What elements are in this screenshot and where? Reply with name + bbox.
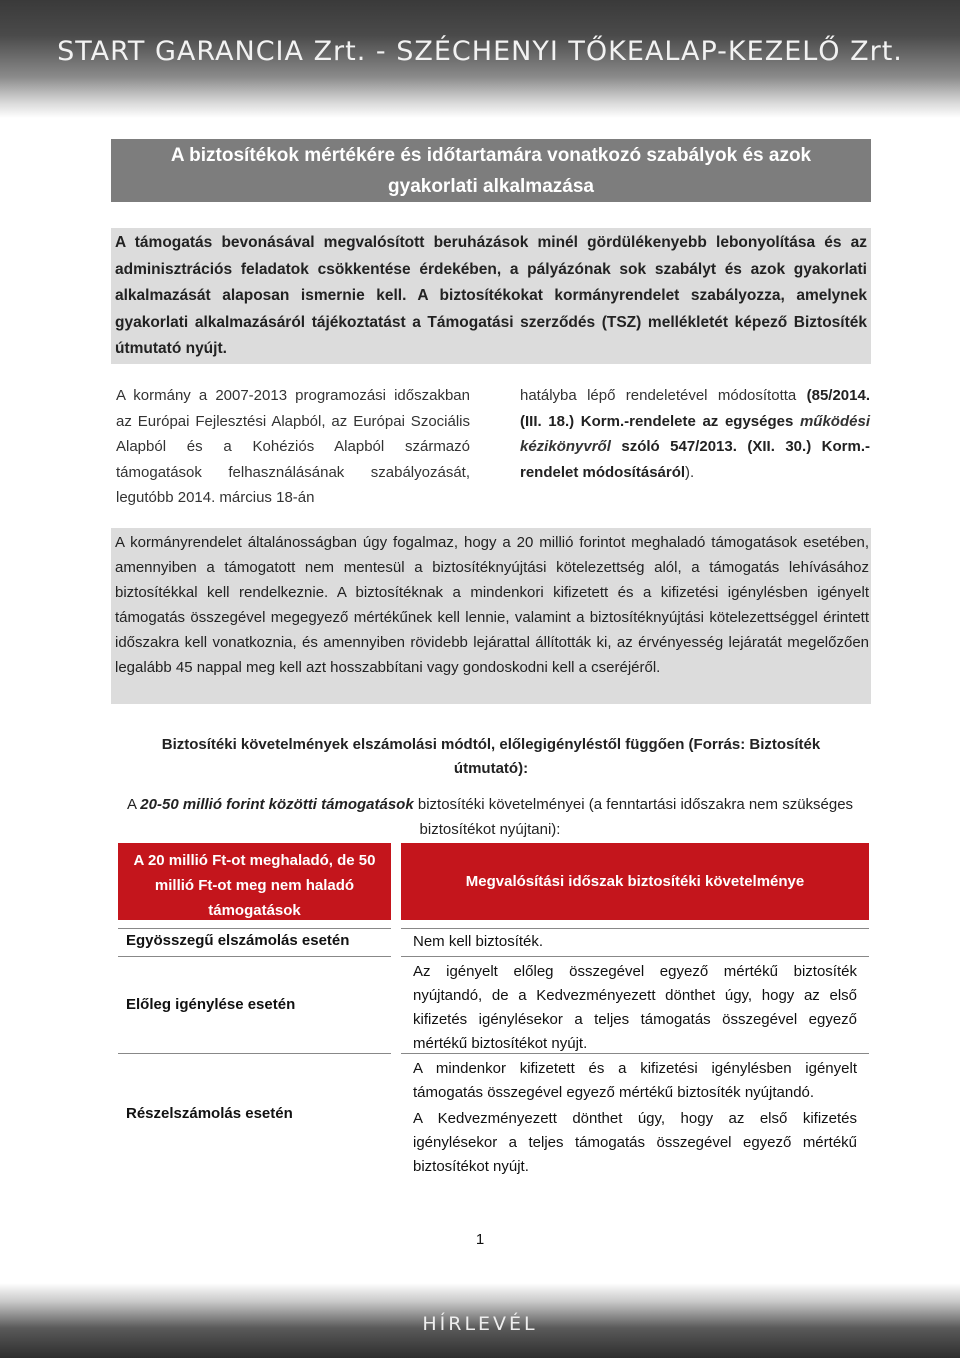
article-title-line1: A biztosítékok mértékére és időtartamára vonatkozó szabályok és azok [170,145,812,166]
column-right-bold1: (85/2014. (III. 18.) Korm.-rendelete az egységes [520,387,870,430]
table-row-text: Nem kell biztosíték. [413,933,544,950]
section-subtitle [125,792,855,842]
table-divider [118,928,391,929]
table-divider [401,1053,869,1054]
column-left: A kormány a 2007-2013 programozási időszakban az Európai Fejlesztési Alapból, az Európai Szociális Alapból és a Kohéziós Alapból származó támogatások felhasználásának szabályozását, legutóbb 2014. március 18-án [116,387,470,506]
article-title-line2: gyakorlati alkalmazása [388,176,594,197]
intro-text-2: A biztosítékokat kormányrendelet szabályozza, amelynek gyakorlati alkalmazásáról tájékoztatást a Támogatási szerződés (TSZ) mellékletét képező Biztosíték útmutató nyújt. [115,287,867,357]
column-right-italic: működési kézikönyvről [520,412,870,455]
column-right [520,383,870,485]
table-row-text: A mindenkor kifizetett és a kifizetési igénylésben igényelt támogatás összegével egyező mértékű biztosíték nyújtandó. [413,1060,857,1101]
table-header-left: A 20 millió Ft-ot meghaladó, de 50 millió Ft-ot meg nem haladó támogatások [118,843,391,920]
table-row-text: Az igényelt előleg összegével egyező mértékű biztosíték nyújtandó, de a Kedvezményezett dönthet úgy, hogy az első kifizetés igénylésekor a teljes támogatás összegével egyező mértékű biztosítékot nyújt. [413,963,857,1052]
table-divider [401,956,869,957]
column-right-bold2: szóló 547/2013. (XII. 30.) Korm.-rendelet módosításáról [520,438,870,481]
regulation-box [111,528,871,704]
table-row-label: Előleg igénylése esetén [126,996,296,1013]
table-row-text: A Kedvezményezett dönthet úgy, hogy az első kifizetés igénylésekor a teljes támogatás összegével egyező mértékű biztosítékot nyújt. [413,1110,857,1175]
table-row-label: Egyösszegű elszámolás esetén [126,932,350,949]
section-title: Biztosítéki követelmények elszámolási módtól, előlegigényléstől függően (Forrás: Biztosíték útmutató): [161,736,821,777]
table-divider [118,956,391,957]
section-sub-prefix: A [126,796,141,813]
section-sub-rest: biztosítéki követelményei (a fenntartási időszakra nem szükséges biztosítékot nyújtani): [413,796,854,838]
regulation-text-1: A kormányrendelet általánosságban úgy fogalmaz, hogy a 20 millió forintot meghaladó támogatások esetében, amennyiben a támogatott nem mentesül a biztosítéknyújtási kötelezettség alól, a támogatás lehívásához biztosítékkal kell rendelkeznie. [115,534,869,601]
table-divider [118,1053,391,1054]
table-header-right: Megvalósítási időszak biztosítéki követelménye [401,843,869,920]
article-title [111,139,871,202]
table-divider [401,928,869,929]
regulation-text-2: A biztosítéknak a mindenkori kifizetett és a kifizetési igénylésben igényelt támogatás összegével megegyező mértékűnek kell lennie, valamint a biztosítéknyújtási kötelezettséggel érintett időszakra kell vonatkoznia, és amennyiben rövidebb lejárattal állították ki, az érvényesség lejáratát megelőzően legalább 45 nappal meg kell azt hosszabbítani vagy gondoskodni kell a cseréjéről. [115,584,869,676]
intro-text-1: A támogatás bevonásával megvalósított beruházások minél gördülékenyebb lebonyolítása és az adminisztrációs feladatok csökkentése érdekében, a pályázónak sok szabályt és azok gyakorlati alkalmazását alaposan ismernie kell. [115,234,867,304]
intro-box [111,228,871,364]
header-title: START GARANCIA Zrt. - SZÉCHENYI TŐKEALAP-KEZELŐ Zrt. [57,36,903,67]
column-right-end: ). [685,463,695,481]
footer-title: HÍRLEVÉL [422,1313,538,1335]
page-number: 1 [475,1231,485,1248]
column-right-plain: hatályba lépő rendeletével módosította [520,387,807,404]
table-row-label: Részelszámolás esetén [126,1105,293,1122]
section-sub-italic: 20-50 millió forint közötti támogatások [140,796,414,813]
